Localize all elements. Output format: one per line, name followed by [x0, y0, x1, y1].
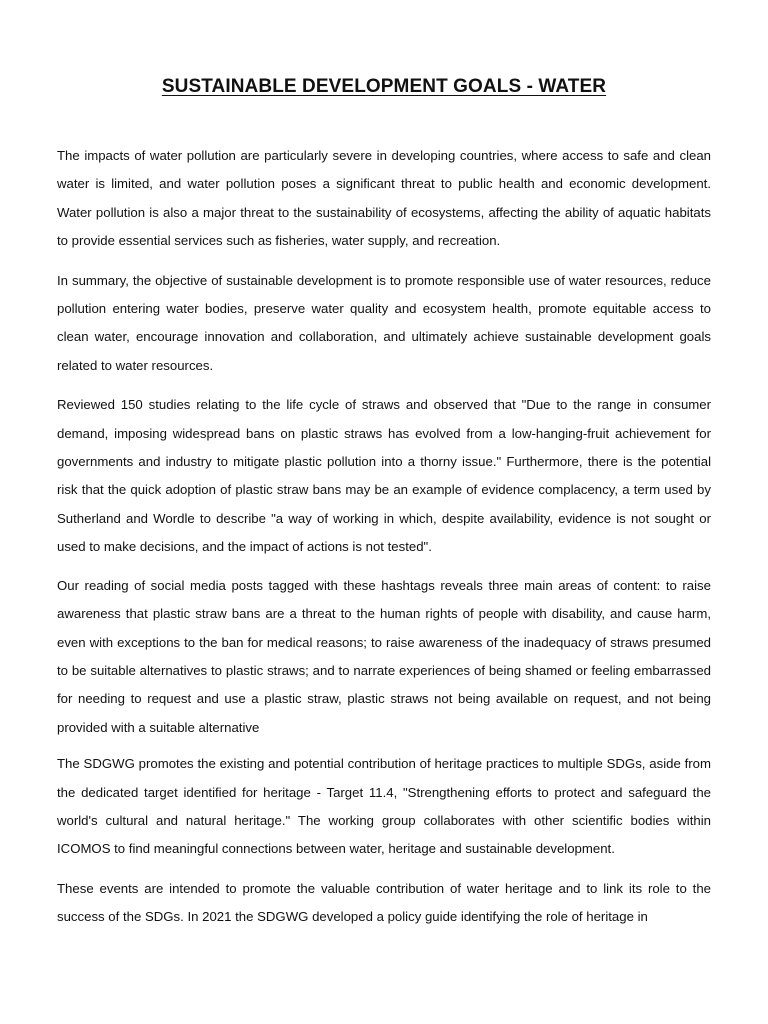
paragraph-5: The SDGWG promotes the existing and potential contribution of heritage practices to multiple SDGs, aside from the dedicated target identified for heritage - Target 11.4, "Strengthening efforts to protect and safeguard the world's cultural and natural heritage." The working group collaborates with other scientific bodies within ICOMOS to find meaningful connections between water, heritage and sustainable development. — [57, 756, 711, 857]
page-title: SUSTAINABLE DEVELOPMENT GOALS - WATER — [161, 76, 607, 97]
paragraph-2: In summary, the objective of sustainable development is to promote responsible use of water resources, reduce pollution entering water bodies, preserve water quality and ecosystem health, promote equitable access to clean water, encourage innovation and collaboration, and ultimately achieve sustainable development goals related to water resources. — [57, 272, 711, 373]
document-body — [57, 142, 711, 941]
paragraph-6: These events are intended to promote the valuable contribution of water heritage and to link its role to the success of the SDGs. In 2021 the SDGWG developed a policy guide identifying the role of heritage in — [57, 880, 711, 925]
paragraph-1: The impacts of water pollution are particularly severe in developing countries, where access to safe and clean water is limited, and water pollution poses a significant threat to public health and economic development. Water pollution is also a major threat to the sustainability of ecosystems, affecting the ability of aquatic habitats to provide essential services such as fisheries, water supply, and recreation. — [57, 148, 711, 249]
paragraph-4: Our reading of social media posts tagged with these hashtags reveals three main areas of content: to raise awareness that plastic straw bans are a threat to the human rights of people with disability, and cause harm, even with exceptions to the ban for medical reasons; to raise awareness of the inadequacy of straws presumed to be suitable alternatives to plastic straws; and to narrate experiences of being shamed or feeling embarrassed for needing to request and use a plastic straw, plastic straws not being available on request, and not being provided with a suitable alternative — [57, 577, 711, 735]
paragraph-3: Reviewed 150 studies relating to the life cycle of straws and observed that "Due to the range in consumer demand, imposing widespread bans on plastic straws has evolved from a low-hanging-fruit achievement for governments and industry to mitigate plastic pollution into a thorny issue." Furthermore, there is the potential risk that the quick adoption of plastic straw bans may be an example of evidence complacency, a term used by Sutherland and Wordle to describe "a way of working in which, despite availability, evidence is not sought or used to make decisions, and the impact of actions is not tested". — [57, 397, 711, 555]
